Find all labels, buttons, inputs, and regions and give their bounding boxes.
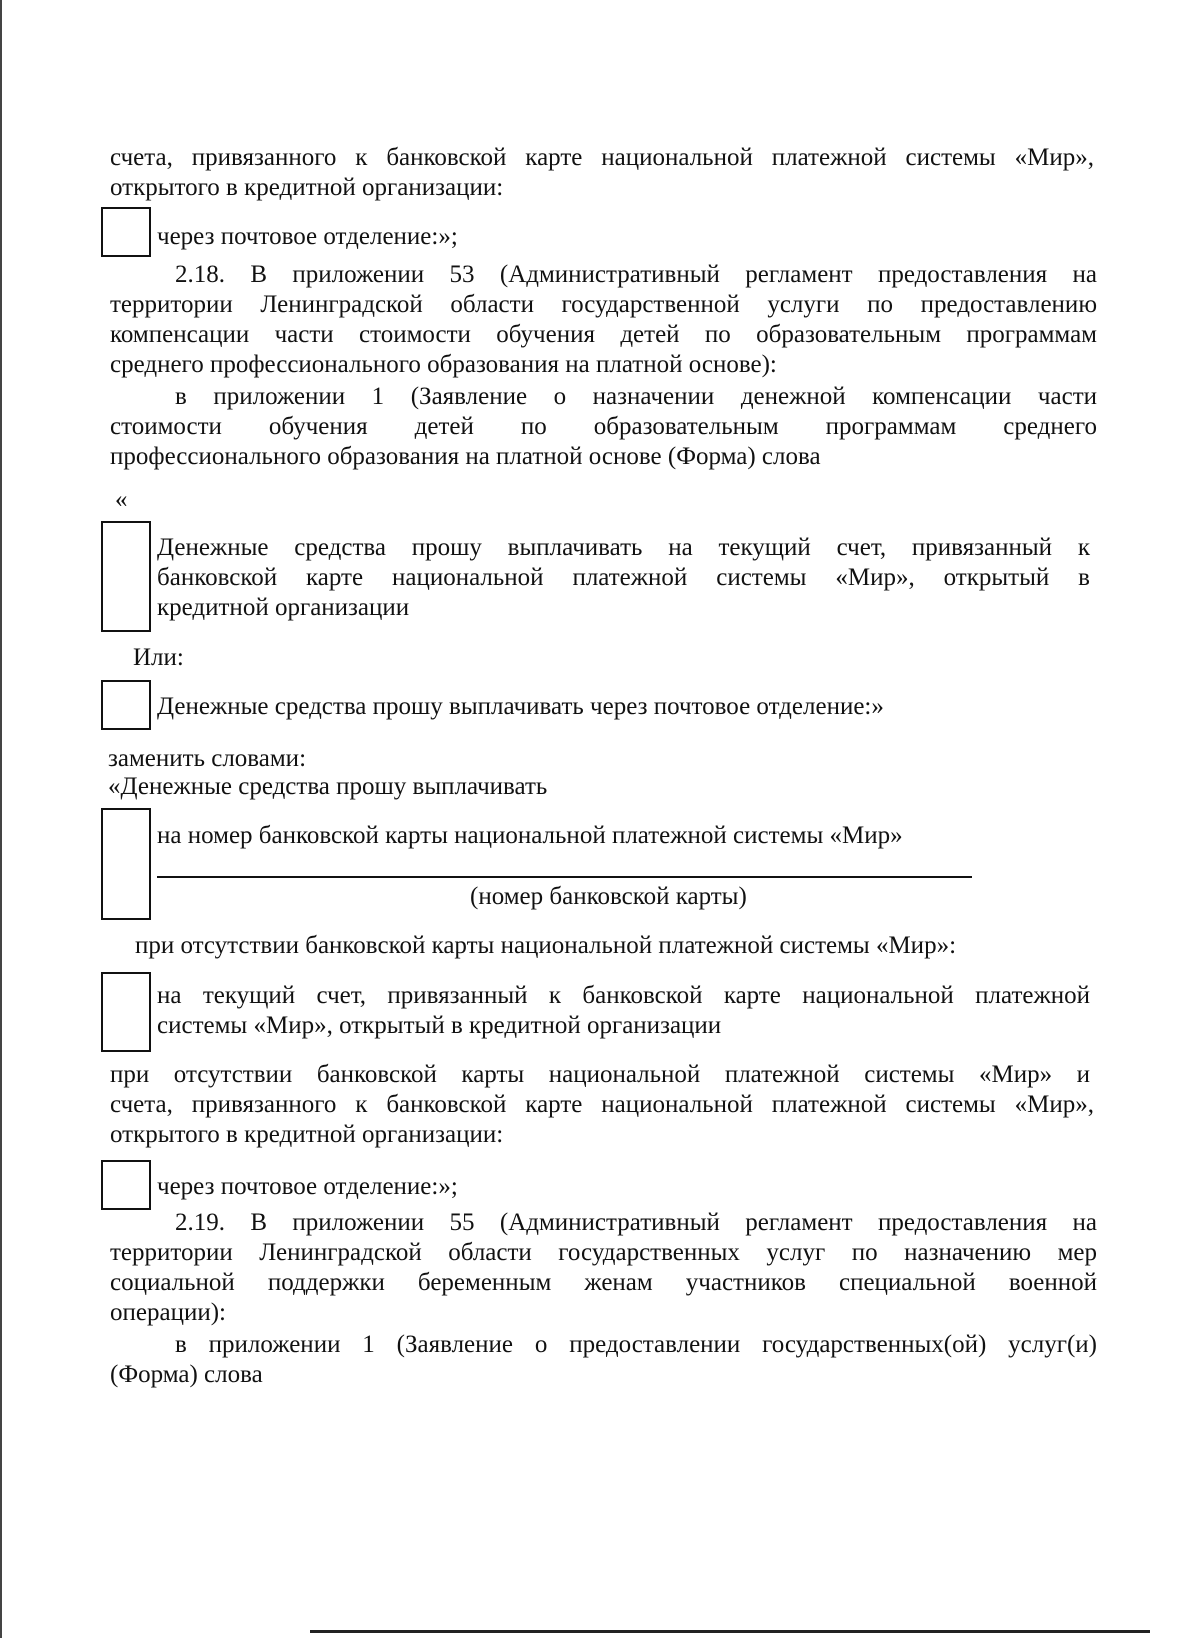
text-line: «Денежные средства прошу выплачивать [108, 773, 548, 800]
checkbox-label: системы «Мир», открытый в кредитной организации [157, 1012, 722, 1039]
text-line: среднего профессионального образования на платной основе): [110, 351, 777, 378]
or-label: Или: [133, 644, 184, 671]
checkbox[interactable] [101, 680, 151, 730]
checkbox-label: на номер банковской карты национальной платежной системы «Мир» [157, 822, 903, 849]
text-line: счета, привязанного к банковской карте национальной платежной системы «Мир», [110, 144, 1094, 171]
checkbox-label: через почтовое отделение:»; [157, 1173, 458, 1200]
checkbox[interactable] [101, 808, 151, 920]
checkbox-label: через почтовое отделение:»; [157, 223, 458, 250]
checkbox[interactable] [101, 521, 151, 632]
scan-left-edge [0, 0, 2, 1638]
checkbox-label: банковской карте национальной платежной системы «Мир», открытый в [157, 564, 1090, 591]
text-line: компенсации части стоимости обучения детей по образовательным программам [110, 321, 1097, 348]
paragraph-heading-2-18: 2.18. В приложении 53 (Административный регламент предоставления на [175, 261, 1097, 288]
card-number-field-line[interactable] [157, 876, 972, 878]
checkbox-label: Денежные средства прошу выплачивать через почтовое отделение:» [157, 693, 884, 720]
text-line: в приложении 1 (Заявление о назначении денежной компенсации части [175, 383, 1097, 410]
text-line: стоимости обучения детей по образовательным программам среднего [110, 413, 1097, 440]
text-line: при отсутствии банковской карты национальной платежной системы «Мир» и [110, 1061, 1090, 1088]
text-line: операции): [110, 1299, 226, 1326]
text-line: (Форма) слова [110, 1361, 263, 1388]
text-line: в приложении 1 (Заявление о предоставлении государственных(ой) услуг(и) [175, 1331, 1097, 1358]
text-line: социальной поддержки беременным женам участников специальной военной [110, 1269, 1097, 1296]
quote-mark: « [115, 486, 128, 513]
checkbox-label: на текущий счет, привязанный к банковской карте национальной платежной [157, 982, 1090, 1009]
text-line: открытого в кредитной организации: [110, 174, 504, 201]
text-line: территории Ленинградской области государственной услуги по предоставлению [110, 291, 1097, 318]
text-line: территории Ленинградской области государственных услуг по назначению мер [110, 1239, 1097, 1266]
text-line: открытого в кредитной организации: [110, 1121, 504, 1148]
checkbox[interactable] [101, 972, 151, 1052]
scan-bottom-edge [310, 1630, 1150, 1633]
text-line: при отсутствии банковской карты национальной платежной системы «Мир»: [135, 932, 957, 959]
checkbox-label: Денежные средства прошу выплачивать на текущий счет, привязанный к [157, 534, 1090, 561]
checkbox[interactable] [101, 207, 151, 257]
card-number-caption: (номер банковской карты) [470, 883, 747, 910]
text-line: профессионального образования на платной основе (Форма) слова [110, 443, 821, 470]
text-line: заменить словами: [108, 745, 307, 772]
paragraph-heading-2-19: 2.19. В приложении 55 (Административный регламент предоставления на [175, 1209, 1097, 1236]
checkbox[interactable] [101, 1160, 151, 1210]
text-line: счета, привязанного к банковской карте национальной платежной системы «Мир», [110, 1091, 1094, 1118]
checkbox-label: кредитной организации [157, 594, 410, 621]
